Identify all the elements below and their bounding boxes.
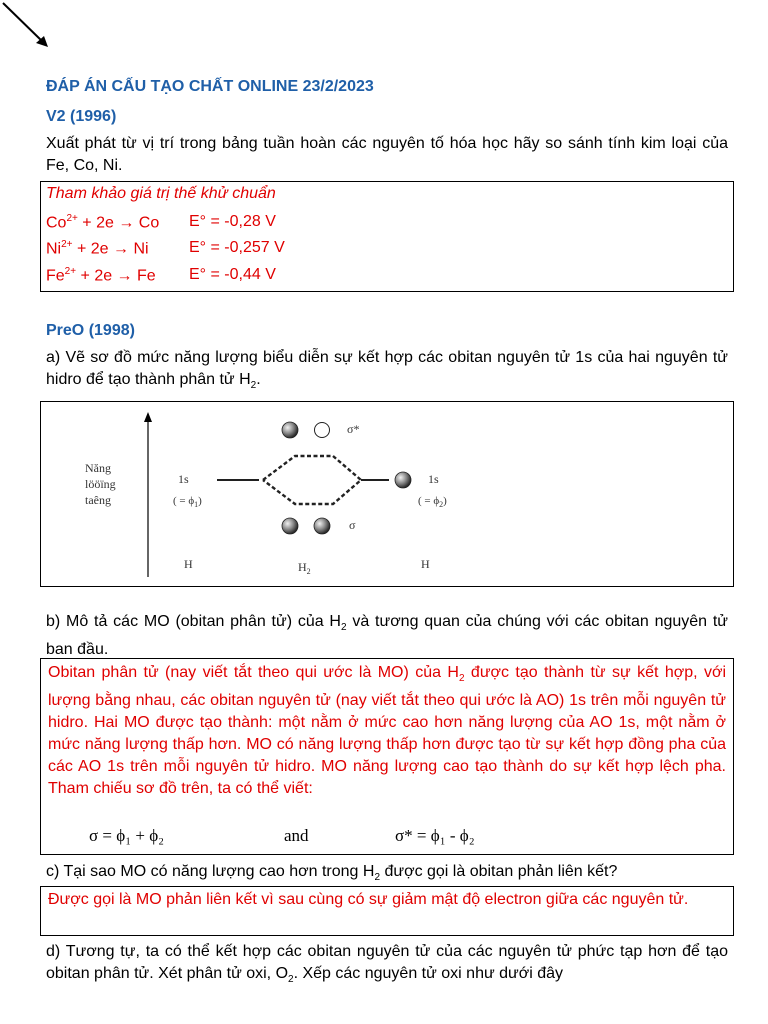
section-heading-v2: V2 (1996) xyxy=(46,108,117,125)
question-v2: Xuất phát từ vị trí trong bảng tuần hoàn các nguyên tố hóa học hãy so sánh tính kim loại của Fe, Co, Ni. xyxy=(46,135,728,174)
mo-diagram xyxy=(40,401,734,587)
correlation-lines xyxy=(263,456,361,504)
energy-label: Năng xyxy=(85,461,111,475)
right-ao-label: 1s xyxy=(428,472,439,486)
sigma-star-label: σ* xyxy=(347,422,360,436)
section-heading-preo: PreO (1998) xyxy=(46,322,135,339)
question-b: b) Mô tả các MO (obitan phân tử) của $H_2$ và tương quan của chúng với các obitan nguyên tử ban đầu. xyxy=(46,613,729,659)
question-a: a) Vẽ sơ đồ mức năng lượng biểu diễn sự kết hợp các obitan nguyên tử 1s của hai nguyên tử hidro để tạo thành phân tử $H_2$. xyxy=(46,349,728,392)
h-left-label: H xyxy=(184,557,193,571)
answer-c-text: Được gọi là MO phản liên kết vì sau cùng có sự giảm mật độ electron giữa các nguyên tử. xyxy=(48,891,689,908)
sigma-star-orbital-icon xyxy=(282,422,298,438)
h2-label: $H_2$ xyxy=(298,560,311,576)
left-ao-label: 1s xyxy=(178,472,189,486)
potential-value: E° = -0,257 V xyxy=(189,239,285,256)
energy-label: taêng xyxy=(85,493,111,507)
question-c: c) Tại sao MO có năng lượng cao hơn trong $H_2$ được gọi là obitan phản liên kết? xyxy=(46,863,618,884)
reaction-row: $Ni^{2+} + 2e \to Ni$ E° = -0,257 V xyxy=(46,239,285,258)
left-phi-label: ( = $\phi_1$) xyxy=(173,495,202,509)
corner-arrow xyxy=(0,0,60,60)
formula-and: and xyxy=(284,826,309,845)
sigma-orbital-icon xyxy=(282,518,298,534)
right-orbital-icon xyxy=(395,472,411,488)
answer-b-text: Obitan phân tử (nay viết tắt theo qui ước là MO) của $H_2$ được tạo thành từ sự kết hợp, với lượng bằng nhau, các obitan nguyên tử (nay viết tắt theo qui ước là AO) 1s trên mỗi nguyên tử hidro. Hai MO được tạo thành: một nằm ở mức cao hơn năng lượng của AO 1s, một nằm ở mức năng lượng thấp hơn. MO có năng lượng thấp hơn được tạo từ sự kết hợp đồng pha của các AO 1s trên mỗi nguyên tử hidro. MO năng lượng cao tạo thành do sự kết hợp lệch pha. Tham chiếu sơ đồ trên, ta có thể viết: xyxy=(48,664,727,798)
potential-value: E° = -0,44 V xyxy=(189,266,276,283)
sigma-orbital-icon xyxy=(314,518,330,534)
reaction-row: $Co^{2+} + 2e \to Co$ E° = -0,28 V xyxy=(46,213,276,232)
reference-title: Tham khảo giá trị thế khử chuẩn xyxy=(46,185,276,202)
question-d: d) Tương tự, ta có thể kết hợp các obitan nguyên tử của các nguyên tử phức tạp hơn để tạo obitan phân tử. Xét phân tử oxi, $O_2$. Xếp các nguyên tử oxi như dưới đây xyxy=(46,943,728,986)
reference-box xyxy=(40,181,734,292)
sigma-label: σ xyxy=(349,518,356,532)
energy-label: lööïng xyxy=(85,477,116,491)
page-title: ĐÁP ÁN CẤU TẠO CHẤT ONLINE 23/2/2023 xyxy=(46,78,374,95)
answer-c-box xyxy=(40,886,734,936)
sigma-star-orbital-icon xyxy=(315,423,330,438)
h-right-label: H xyxy=(421,557,430,571)
right-phi-label: ( = $\phi_2$) xyxy=(418,495,447,509)
arrow-head-icon xyxy=(144,412,152,422)
answer-b-box xyxy=(40,658,734,855)
formula-sigma-star: σ* = ϕ₁ - ϕ₂ xyxy=(395,826,475,845)
formula-sigma: σ = ϕ₁ + ϕ₂ xyxy=(89,826,165,845)
mo-diagram-svg xyxy=(41,402,732,585)
reaction-row: $Fe^{2+} + 2e \to Fe$ E° = -0,44 V xyxy=(46,266,276,285)
potential-value: E° = -0,28 V xyxy=(189,213,276,230)
